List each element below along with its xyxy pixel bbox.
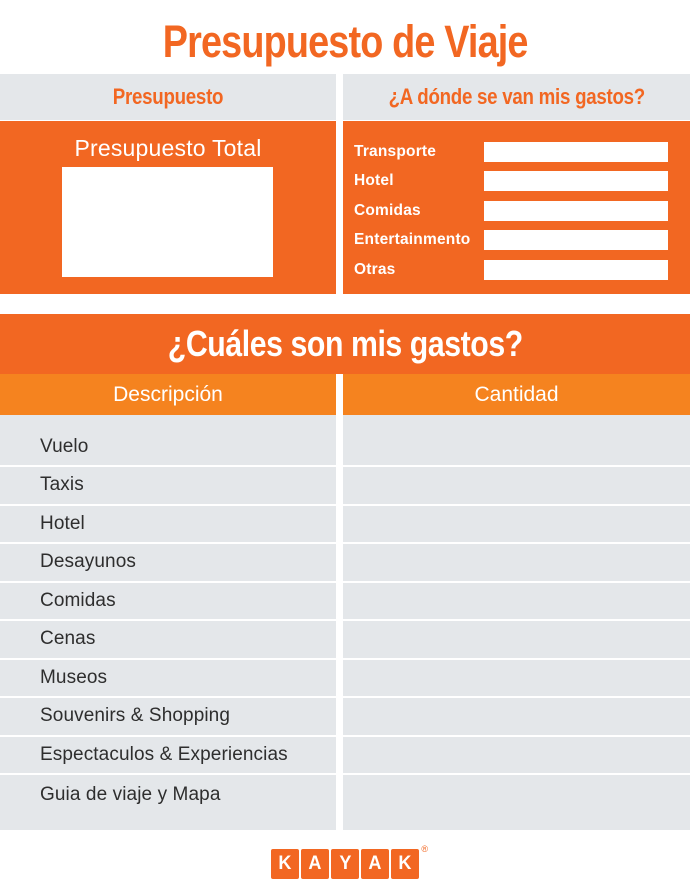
budget-section — [0, 121, 690, 294]
expenses-banner — [0, 314, 690, 374]
kayak-logo-tile — [391, 849, 419, 879]
expense-description: Souvenirs & Shopping — [40, 705, 231, 727]
kayak-logo-letter: K — [278, 853, 292, 874]
expense-description: Taxis — [40, 474, 84, 496]
kayak-logo-tile — [331, 849, 359, 879]
expenses-table — [0, 415, 690, 830]
category-input-transporte[interactable] — [484, 142, 668, 162]
table-row — [0, 621, 690, 660]
total-budget-panel — [0, 121, 336, 294]
expense-amount-cell[interactable] — [343, 506, 690, 543]
expense-amount-cell[interactable] — [343, 775, 690, 830]
table-row — [0, 737, 690, 776]
expense-description: Desayunos — [40, 551, 136, 573]
allocation-header-text: ¿A dónde se van mis gastos? — [388, 84, 645, 109]
expense-amount-cell[interactable] — [343, 415, 690, 465]
table-row — [0, 660, 690, 699]
budget-section-headers — [0, 74, 690, 120]
table-row — [0, 698, 690, 737]
kayak-logo-tile — [271, 849, 299, 879]
kayak-logo — [271, 844, 428, 879]
category-row — [343, 167, 690, 197]
expenses-banner-text: ¿Cuáles son mis gastos? — [167, 323, 523, 364]
category-row — [343, 196, 690, 226]
kayak-logo-letter: Y — [338, 853, 352, 874]
category-row — [343, 226, 690, 256]
expense-amount-cell[interactable] — [343, 737, 690, 774]
category-label-entertainmento: Entertainmento — [354, 231, 471, 249]
description-column-header — [0, 374, 336, 415]
expense-description: Museos — [40, 666, 108, 688]
table-row — [0, 467, 690, 506]
expense-description: Vuelo — [40, 436, 89, 457]
table-row — [0, 775, 690, 830]
kayak-logo-tile — [301, 849, 329, 879]
page-title-text: Presupuesto de Viaje — [162, 16, 528, 67]
amount-column-header-text: Cantidad — [474, 382, 559, 406]
column-divider — [336, 74, 343, 120]
page-title — [0, 14, 690, 70]
category-label-hotel: Hotel — [354, 172, 394, 190]
category-label-comidas: Comidas — [354, 201, 421, 219]
budget-header-text: Presupuesto — [112, 84, 224, 109]
expense-description: Guia de viaje y Mapa — [40, 784, 221, 805]
total-budget-input[interactable] — [62, 167, 273, 277]
category-row — [343, 255, 690, 285]
expense-description: Hotel — [40, 512, 85, 534]
budget-header — [0, 74, 336, 120]
expense-amount-cell[interactable] — [343, 467, 690, 504]
kayak-logo-letter: K — [398, 853, 412, 874]
column-divider — [336, 374, 343, 415]
table-row — [0, 415, 690, 467]
allocation-header — [343, 74, 690, 120]
category-input-entertainmento[interactable] — [484, 230, 668, 250]
expense-amount-cell[interactable] — [343, 621, 690, 658]
registered-mark: ® — [421, 844, 428, 854]
amount-column-header — [343, 374, 690, 415]
expense-description: Cenas — [40, 628, 96, 650]
expense-description: Espectaculos & Experiencias — [40, 743, 288, 765]
panel-divider — [336, 121, 343, 294]
expense-amount-cell[interactable] — [343, 583, 690, 620]
category-label-transporte: Transporte — [354, 142, 437, 160]
kayak-logo-letter: A — [308, 853, 322, 874]
total-budget-label: Presupuesto Total — [74, 135, 262, 161]
table-row — [0, 583, 690, 622]
allocation-panel — [343, 121, 690, 294]
kayak-logo-tile — [361, 849, 389, 879]
category-row — [343, 137, 690, 167]
description-column-header-text: Descripción — [113, 382, 223, 406]
category-input-comidas[interactable] — [484, 201, 668, 221]
category-label-otras: Otras — [354, 260, 396, 278]
table-row — [0, 506, 690, 545]
expense-amount-cell[interactable] — [343, 698, 690, 735]
kayak-logo-letter: A — [368, 853, 382, 874]
expense-description: Comidas — [40, 589, 116, 611]
expense-amount-cell[interactable] — [343, 660, 690, 697]
category-input-hotel[interactable] — [484, 171, 668, 191]
category-input-otras[interactable] — [484, 260, 668, 280]
table-row — [0, 544, 690, 583]
expenses-table-header — [0, 374, 690, 415]
column-divider — [336, 415, 343, 830]
expense-amount-cell[interactable] — [343, 544, 690, 581]
